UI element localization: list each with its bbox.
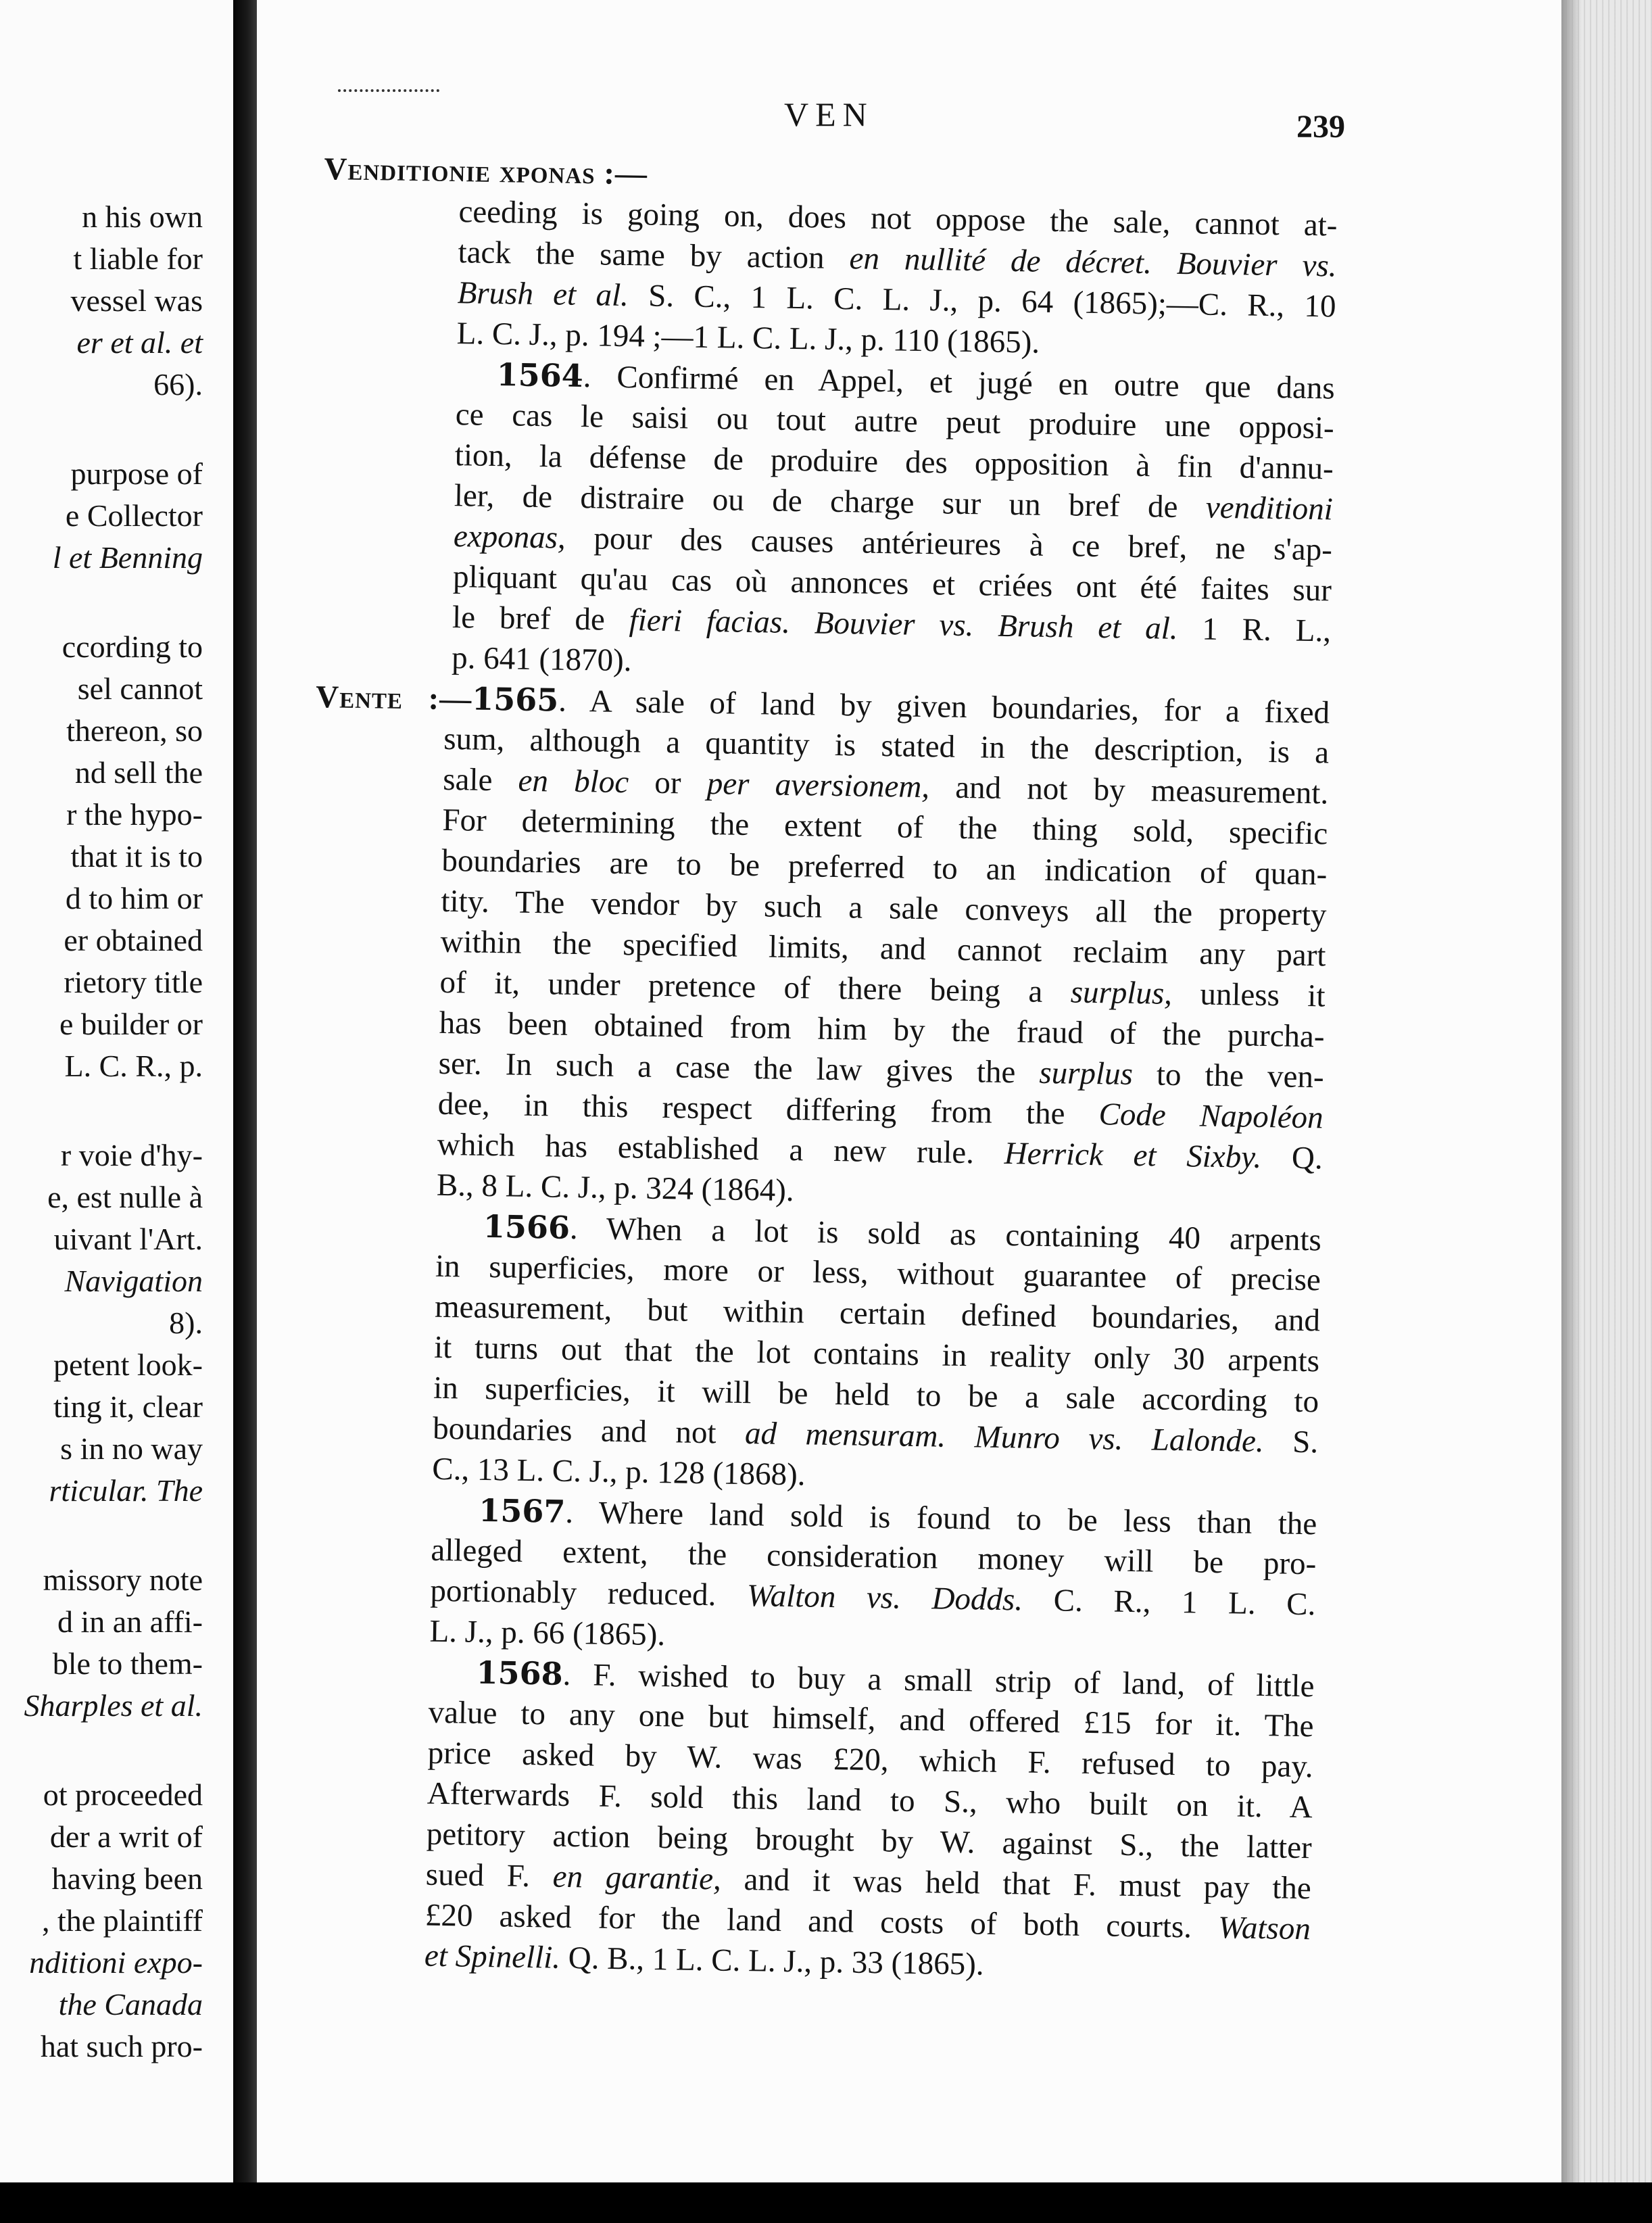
paragraph-number: 1566 [483, 1208, 570, 1246]
fragment-line: nd sell the [74, 755, 203, 790]
text-line: in superficies, more or less, without guarantee of precise [435, 1248, 1321, 1298]
paragraph-number: 1564 [496, 356, 584, 395]
fragment-line: er obtained [64, 923, 203, 957]
text-line: pliquant qu'au cas où annonces et criées ont été faites sur [452, 559, 1332, 608]
book-gutter [233, 0, 257, 2223]
fragment-line: r voie d'hy- [60, 1138, 203, 1172]
text-line: £20 asked for the land and costs of both courts. Watson [424, 1897, 1311, 1947]
fragment-line: e Collector [65, 498, 203, 533]
fragment-gap [0, 406, 203, 453]
fragment-line: d in an affi- [57, 1604, 203, 1639]
fragment-line: rticular. The [49, 1473, 203, 1508]
text-line: et Spinelli. Q. B., 1 L. C. L. J., p. 33 (1865). [424, 1938, 985, 1982]
fragment-line: ble to them- [52, 1646, 203, 1681]
text-line: tion, la défense de produire des opposition à fin d'annu- [454, 437, 1334, 487]
text-line: B., 8 L. C. J., p. 324 (1864). [436, 1167, 795, 1209]
fragment-line: Navigation [64, 1264, 203, 1298]
text-line: has been obtained from him by the fraud of the purcha- [439, 1005, 1325, 1055]
paragraph-1565: Vente :—1565. A sale of land by given boundaries, for a fixed [315, 679, 1330, 731]
header-ornament [338, 89, 439, 97]
paragraph-number: 1568 [476, 1654, 564, 1692]
text-line: tity. The vendor by such a sale conveys all the property [441, 883, 1327, 933]
text-line: value to any one but himself, and offered £15 for it. The [428, 1694, 1314, 1744]
fragment-line: having been [51, 1861, 203, 1896]
text-line: sum, although a quantity is stated in the description, is a [443, 721, 1330, 771]
section-heading-vente: Vente :— [315, 679, 472, 717]
fragment-line: rietory title [64, 965, 203, 999]
fragment-line: 66). [153, 367, 203, 402]
text-line: boundaries and not ad mensuram. Munro vs. Lalonde. S. [432, 1410, 1319, 1460]
text-line: C., 13 L. C. J., p. 128 (1868). [431, 1451, 806, 1493]
text-line: ce cas le saisi ou tout autre peut produire une opposi- [455, 397, 1335, 446]
body-text [296, 149, 1338, 1990]
text-line: which has established a new rule. Herrick et Sixby. Q. [437, 1126, 1323, 1176]
fragment-gap [0, 1087, 203, 1134]
fragment-line: n his own [82, 199, 203, 234]
text-line: within the specified limits, and cannot reclaim any part [440, 924, 1326, 974]
fragment-line: s in no way [60, 1431, 203, 1466]
fragment-line: ot proceeded [43, 1777, 203, 1812]
fragment-line: d to him or [65, 881, 203, 915]
fragment-line: uivant l'Art. [53, 1222, 203, 1256]
text-line: L. J., p. 66 (1865). [429, 1613, 666, 1653]
fragment-line: that it is to [70, 839, 203, 874]
paragraph-1567: 1567. Where land sold is found to be less than the [478, 1491, 1317, 1542]
fragment-line: , the plaintiff [41, 1903, 203, 1938]
fragment-line: e builder or [59, 1007, 203, 1041]
text-line: sued F. en garantie, and it was held that F. must pay the [425, 1857, 1312, 1907]
facing-page-fragment [0, 0, 233, 2223]
text-line: portionably reduced. Walton vs. Dodds. C. R., 1 L. C. [430, 1573, 1316, 1623]
text-line: it turns out that the lot contains in reality only 30 arpents [433, 1329, 1320, 1379]
fragment-line: ccording to [62, 629, 203, 664]
text-line: exponas, pour des causes antérieures à ce bref, ne s'ap- [453, 519, 1333, 568]
text-line: sale en bloc or per aversionem, and not by measurement. [442, 761, 1329, 811]
paragraph-1564: 1564. Confirmé en Appel, et jugé en outre que dans [496, 356, 1336, 406]
text-line: For determining the extent of the thing sold, specific [442, 802, 1328, 852]
paragraph-1566: 1566. When a lot is sold as containing 40 arpents [483, 1208, 1322, 1258]
text-line: Afterwards F. sold this land to S., who built on it. A [427, 1775, 1313, 1825]
text-line: L. C. J., p. 194 ;—1 L. C. L. J., p. 110 (1865). [456, 316, 1040, 360]
fragment-line: vessel was [70, 283, 203, 318]
text-line: tack the same by action en nullité de décret. Bouvier vs. [458, 235, 1337, 284]
fragment-line: purpose of [70, 456, 203, 491]
fragment-line: the Canada [58, 1987, 203, 2022]
text-line: of it, under pretence of there being a surplus, unless it [439, 964, 1326, 1014]
text-line: Brush et al. S. C., 1 L. C. L. J., p. 64 (1865);—C. R., 10 [457, 275, 1336, 325]
fragment-line: t liable for [73, 241, 203, 276]
fragment-line: er et al. et [76, 325, 203, 360]
text-line: price asked by W. was £20, which F. refused to pay. [427, 1735, 1313, 1785]
fragment-gap [0, 579, 203, 626]
fragment-gap [0, 1727, 203, 1774]
text-line: ler, de distraire ou de charge sur un bref de venditioni [454, 478, 1334, 527]
text-line: ser. In such a case the law gives the surplus to the ven- [438, 1045, 1325, 1095]
facing-page-text [0, 196, 203, 2067]
text-line: p. 641 (1870). [451, 640, 632, 679]
text-line: alleged extent, the consideration money will be pro- [431, 1532, 1317, 1582]
fragment-line: missory note [43, 1562, 203, 1597]
fragment-line: L. C. R., p. [64, 1049, 203, 1083]
scan-border [0, 2182, 1652, 2223]
fragment-line: nditioni expo- [29, 1945, 203, 1980]
section-heading-venditioni: Venditionie xponas :— [324, 151, 648, 192]
page-number: 239 [1296, 109, 1345, 145]
fragment-line: der a writ of [49, 1819, 203, 1854]
text-line: le bref de fieri facias. Bouvier vs. Brush et al. 1 R. L., [452, 600, 1332, 649]
paragraph-1568: 1568. F. wished to buy a small strip of land, of little [476, 1654, 1315, 1704]
fragment-line: l et Benning [52, 540, 203, 575]
fragment-line: hat such pro- [40, 2029, 203, 2063]
fragment-line: 8). [169, 1306, 203, 1340]
fragment-line: ting it, clear [53, 1389, 203, 1424]
fragment-line: petent look- [53, 1347, 203, 1382]
fragment-line: sel cannot [77, 671, 203, 706]
paragraph-number: 1565 [471, 680, 559, 719]
fragment-line: thereon, so [66, 713, 203, 748]
text-line: dee, in this respect differing from the Code Napoléon [437, 1086, 1324, 1136]
fragment-line: e, est nulle à [47, 1180, 203, 1214]
running-head: VEN [784, 95, 874, 133]
text-line: ceeding is going on, does not oppose the sale, cannot at- [458, 194, 1338, 243]
fragment-gap [0, 1512, 203, 1559]
text-line: in superficies, it will be held to be a sale according to [433, 1370, 1319, 1420]
page-edges [1561, 0, 1652, 2223]
text-line: measurement, but within certain defined boundaries, and [434, 1289, 1321, 1339]
text-line: petitory action being brought by W. against S., the latter [426, 1816, 1313, 1866]
fragment-line: r the hypo- [66, 797, 203, 832]
fragment-line: Sharples et al. [24, 1688, 203, 1723]
text-line: boundaries are to be preferred to an indication of quan- [441, 842, 1328, 892]
paragraph-number: 1567 [478, 1491, 566, 1530]
